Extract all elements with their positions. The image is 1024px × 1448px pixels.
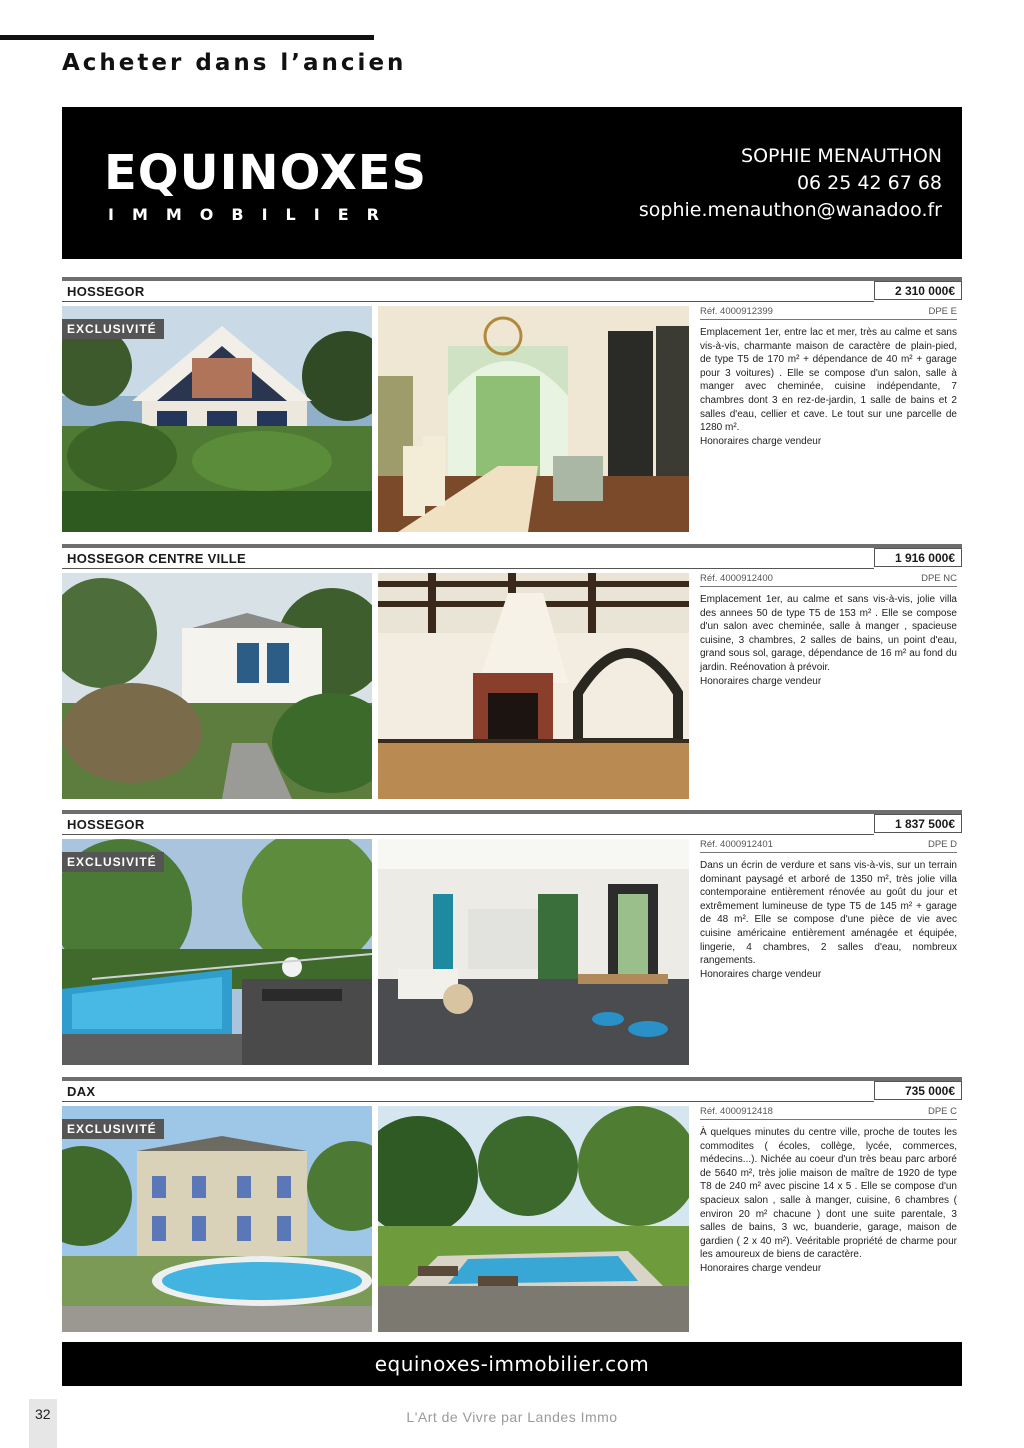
listing-info: [700, 839, 957, 981]
listing-description: À quelques minutes du centre ville, proche de toutes les commodites ( écoles, collège, lycée, commerces, médecins...). Nichée au coeur d'un très beau parc arboré de 5640 m², très jolie maison de maître de 1920 de type T8 de 240 m² avec piscine 14 x 5 . Elle se compose d'un spacieux salon , salle à manger, cuisine, 6 chambres ( environ 20 m² chacune ) dont une suite parentale, 3 salles de bains, 3 wc, buanderie, garage, maison de gardien ( 2 x 40 m²). Veéritable propriété de charme pour les amoureux de biens de caractère.: [700, 1127, 957, 1261]
agency-banner: [62, 107, 962, 259]
logo-subtitle: IMMOBILIER: [108, 205, 397, 224]
garden-pool-photo[interactable]: [378, 1106, 689, 1332]
listing-card[interactable]: [62, 277, 962, 533]
listing-price: 1 916 000€: [874, 548, 962, 567]
listing-fees: Honoraires charge vendeur: [700, 968, 822, 980]
listing-info: [700, 573, 957, 688]
listing-description: Emplacement 1er, au calme et sans vis-à-vis, jolie villa des annees 50 de type T5 de 153 m² . Elle se compose d'un salon avec cheminée, salle à manger , spacieuse cuisine, 3 chambres, 2 salles de bains, un point d'eau, grand sous sol, garage, dépendance de 16 m² au fond du jardin. Reénovation à prévoir.: [700, 594, 957, 673]
listing-description: Dans un écrin de verdure et sans vis-à-vis, sur un terrain dominant paysagé et arboré de 1350 m², très jolie villa contemporaine entièrement rénovée au goût du jour et extrêmement lumineuse de type T5 de 145 m² + garage de 48 m². Elle se compose d'une pièce de vie avec cuisine américaine entièrement aménagée et équipée, lingerie, 4 chambres, 2 salles d'eau, nombreux rangements.: [700, 860, 957, 967]
reference-number: Réf. 4000912399: [700, 306, 773, 317]
reference-number: Réf. 4000912418: [700, 1106, 773, 1117]
exclusivity-badge: EXCLUSIVITÉ: [62, 1119, 164, 1139]
listing-description: Emplacement 1er, entre lac et mer, très au calme et sans vis-à-vis, charmante maison de caractère de plain-pied, de type T5 de 170 m² + dépendance de 40 m² + garage pour 3 voitures) . Elle se compose d'un salon, salle à manger avec cheminée, cuisine indépendante, 7 chambres dont 3 en rez-de-jardin, 1 salle de bains et 2 salles d'eau, cellier et cave. Le tout sur une parcelle de 1280 m².: [700, 327, 957, 434]
section-title: Acheter dans l’ancien: [62, 50, 407, 76]
contact-phone[interactable]: 06 25 42 67 68: [796, 172, 942, 194]
dpe-rating: DPE E: [928, 306, 957, 317]
listing-city-underline: [62, 568, 874, 569]
listing-rule: [62, 544, 962, 548]
listing-ref: [700, 839, 957, 853]
magazine-tagline: L'Art de Vivre par Landes Immo: [406, 1409, 618, 1425]
listing-price: 735 000€: [874, 1081, 962, 1100]
listing-fees: Honoraires charge vendeur: [700, 675, 822, 687]
listing-price: 1 837 500€: [874, 814, 962, 833]
listing-city-underline: [62, 834, 874, 835]
reference-number: Réf. 4000912400: [700, 573, 773, 584]
website-banner[interactable]: equinoxes-immobilier.com: [62, 1342, 962, 1386]
listing-ref: [700, 573, 957, 587]
listing-city: HOSSEGOR: [67, 284, 145, 299]
top-rule: [0, 35, 374, 40]
dpe-rating: DPE C: [927, 1106, 957, 1117]
listing-card[interactable]: [62, 1077, 962, 1333]
listing-info: [700, 306, 957, 448]
agency-logo: [104, 141, 428, 231]
listing-ref: [700, 1106, 957, 1120]
dpe-rating: DPE NC: [921, 573, 957, 584]
listing-ref: [700, 306, 957, 320]
listing-city-underline: [62, 1101, 874, 1102]
exterior-photo[interactable]: [62, 1106, 372, 1332]
reference-number: Réf. 4000912401: [700, 839, 773, 850]
exterior-photo[interactable]: [62, 839, 372, 1065]
listing-rule: [62, 810, 962, 814]
agency-contact: [639, 143, 942, 224]
listing-city-underline: [62, 301, 874, 302]
listing-city: DAX: [67, 1084, 96, 1099]
exclusivity-badge: EXCLUSIVITÉ: [62, 852, 164, 872]
listing-fees: Honoraires charge vendeur: [700, 1262, 822, 1274]
page-number: 32: [35, 1406, 51, 1422]
interior-photo[interactable]: [378, 839, 689, 1065]
contact-email[interactable]: sophie.menauthon@wanadoo.fr: [638, 199, 942, 221]
listing-rule: [62, 277, 962, 281]
listing-city: HOSSEGOR CENTRE VILLE: [67, 551, 246, 566]
logo-wordmark: EQUINOXES: [104, 145, 428, 201]
contact-name: SOPHIE MENAUTHON: [741, 145, 942, 167]
dpe-rating: DPE D: [927, 839, 957, 850]
exterior-photo[interactable]: [62, 573, 372, 799]
listing-price: 2 310 000€: [874, 281, 962, 300]
listing-card[interactable]: [62, 810, 962, 1066]
listing-city: HOSSEGOR: [67, 817, 145, 832]
interior-photo[interactable]: [378, 573, 689, 799]
listing-card[interactable]: [62, 544, 962, 800]
interior-photo[interactable]: [378, 306, 689, 532]
exclusivity-badge: EXCLUSIVITÉ: [62, 319, 164, 339]
exterior-photo[interactable]: [62, 306, 372, 532]
listing-fees: Honoraires charge vendeur: [700, 435, 822, 447]
listing-info: [700, 1106, 957, 1276]
listing-rule: [62, 1077, 962, 1081]
